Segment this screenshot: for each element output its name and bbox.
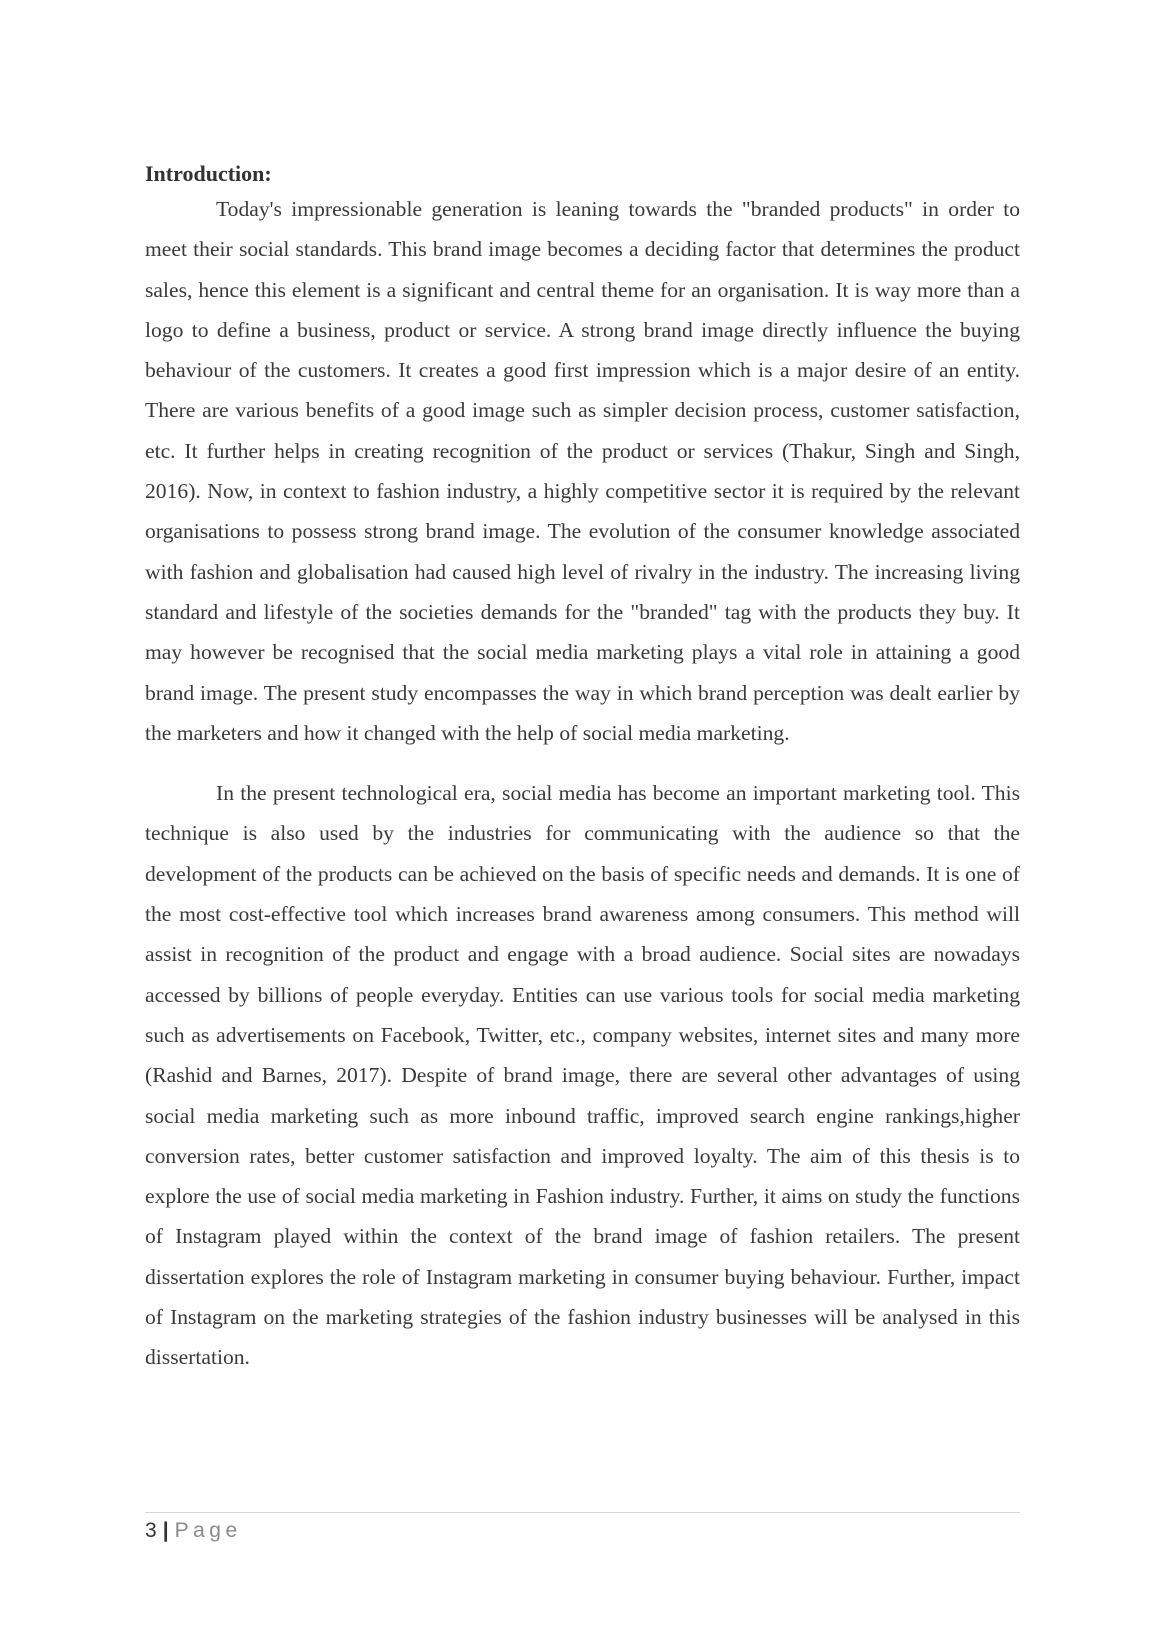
paragraph-1: Today's impressionable generation is leaning towards the "branded products" in order to meet their social standards. This brand image becomes a deciding factor that determines the product sales, hence this element is a significant and central theme for an organisation. It is way more than a logo to define a business, product or service. A strong brand image directly influence the buying behaviour of the customers. It creates a good first impression which is a major desire of an entity. There are various benefits of a good image such as simpler decision process, customer satisfaction, etc. It further helps in creating recognition of the product or services (Thakur, Singh and Singh, 2016). Now, in context to fashion industry, a highly competitive sector it is required by the relevant organisations to possess strong brand image. The evolution of the consumer knowledge associated with fashion and globalisation had caused high level of rivalry in the industry. The increasing living standard and lifestyle of the societies demands for the "branded" tag with the products they buy. It may however be recognised that the social media marketing plays a vital role in attaining a good brand image. The present study encompasses the way in which brand perception was dealt earlier by the marketers and how it changed with the help of social media marketing. xyxy=(145,197,1020,745)
paragraph-2: In the present technological era, social media has become an important marketing tool. This technique is also used by the industries for communicating with the audience so that the development of the products can be achieved on the basis of specific needs and demands. It is one of the most cost-effective tool which increases brand awareness among consumers. This method will assist in recognition of the product and engage with a broad audience. Social sites are nowadays accessed by billions of people everyday. Entities can use various tools for social media marketing such as advertisements on Facebook, Twitter, etc., company websites, internet sites and many more (Rashid and Barnes, 2017). Despite of brand image, there are several other advantages of using social media marketing such as more inbound traffic, improved search engine rankings,higher conversion rates, better customer satisfaction and improved loyalty. The aim of this thesis is to explore the use of social media marketing in Fashion industry. Further, it aims on study the functions of Instagram played within the context of the brand image of fashion retailers. The present dissertation explores the role of Instagram marketing in consumer buying behaviour. Further, impact of Instagram on the marketing strategies of the fashion industry businesses will be analysed in this dissertation. xyxy=(145,781,1020,1370)
page-label: Page xyxy=(174,1519,242,1542)
footer-divider xyxy=(145,1512,1020,1513)
section-heading: Introduction: xyxy=(145,161,272,186)
page-number: 3 xyxy=(145,1519,157,1542)
footer-separator: | xyxy=(162,1519,169,1542)
page-footer xyxy=(145,1518,242,1544)
page-content xyxy=(145,159,1020,1378)
